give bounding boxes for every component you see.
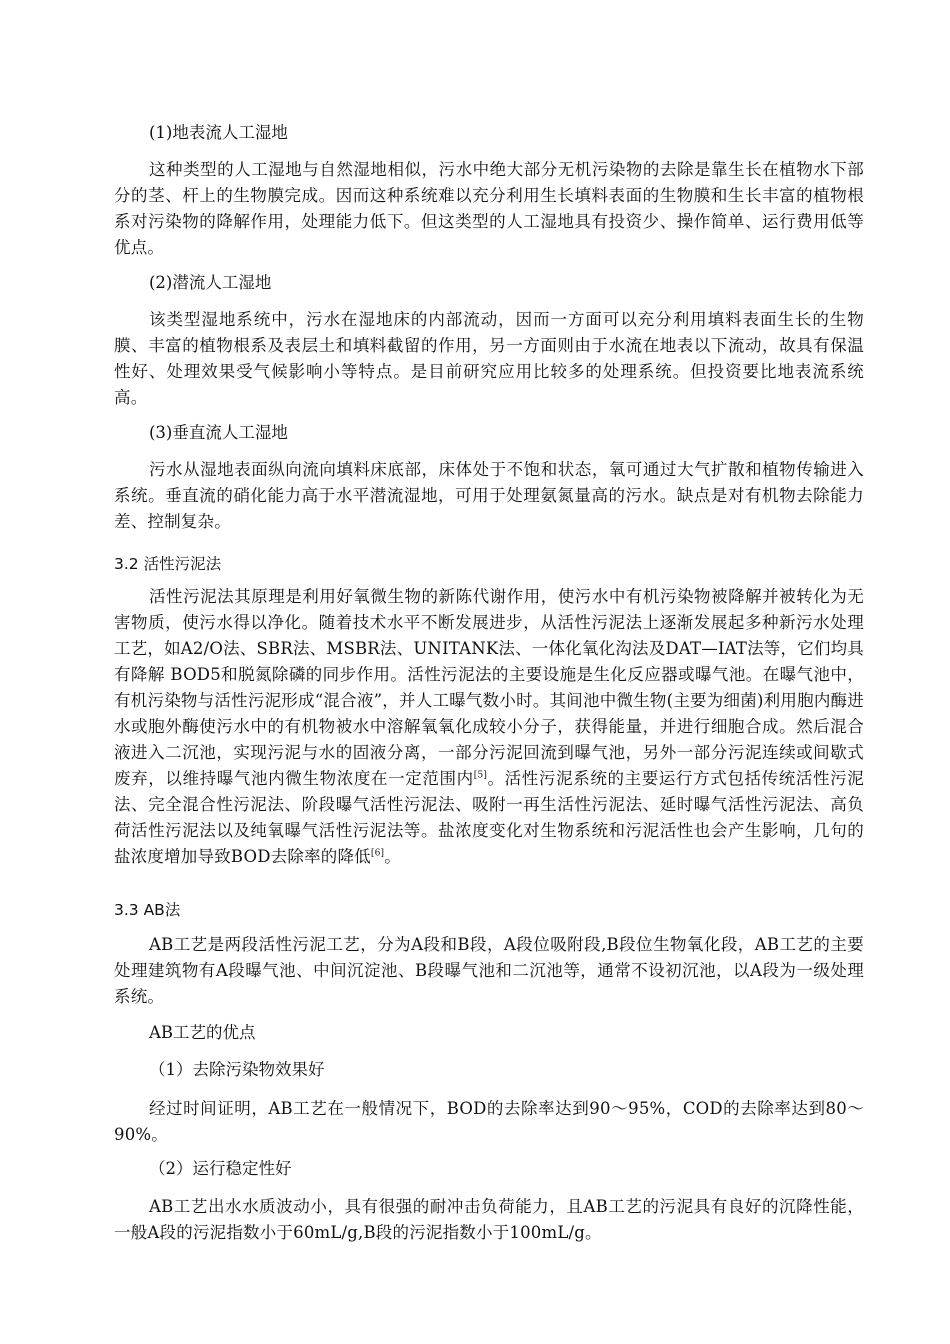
paragraph-activated-sludge — [114, 584, 864, 870]
advantage-1-heading: （1）去除污染物效果好 — [149, 1060, 325, 1079]
advantage-2-heading: （2）运行稳定性好 — [149, 1159, 292, 1178]
citation-6: [6] — [370, 848, 385, 859]
citation-5: [5] — [473, 770, 488, 781]
subsection-heading-subsurface-flow: (2)潜流人工湿地 — [149, 273, 272, 292]
subsection-heading-vertical-flow: (3)垂直流人工湿地 — [149, 423, 288, 442]
activated-sludge-text-a: 活性污泥法其原理是利用好氧微生物的新陈代谢作用，使污水中有机污染物被降解并被转化为无害物质，使污水得以净化。随着技术水平不断发展进步，从活性污泥法上逐渐发展起多种新污水处理工艺，如A2/O法、SBR法、MSBR法、UNITANK法、一体化氧化沟法及DAT—IAT法等，它们均具有降解 BOD5和脱氮除磷的同步作用。活性污泥法的主要设施是生化反应器或曝气池。在曝气池中，有机污染物与活性污泥形成“混合液”，并人工曝气数小时。其间池中微生物(主要为细菌)利用胞内酶进水或胞外酶使污水中的有机物被水中溶解氧氧化成较小分子，获得能量，并进行细胞合成。然后混合液进入二沉池，实现污泥与水的固液分离，一部分污泥回流到曝气池，另外一部分污泥连续或间歇式废弃，以维持曝气池内微生物浓度在一定范围内 — [114, 587, 864, 788]
paragraph-vertical-flow: 污水从湿地表面纵向流向填料床底部，床体处于不饱和状态，氧可通过大气扩散和植物传输进入系统。垂直流的硝化能力高于水平潜流湿地，可用于处理氨氮量高的污水。缺点是对有机物去除能力差、控制复杂。 — [114, 460, 864, 531]
advantage-2-body: AB工艺出水水质波动小，具有很强的耐冲击负荷能力，且AB工艺的污泥具有良好的沉降性能，一般A段的污泥指数小于60mL/g,B段的污泥指数小于100mL/g。 — [114, 1197, 864, 1242]
activated-sludge-text-c: 。 — [384, 847, 401, 866]
paragraph-subsurface-flow: 该类型湿地系统中，污水在湿地床的内部流动，因而一方面可以充分利用填料表面生长的生物膜、丰富的植物根系及表层土和填料截留的作用，另一方面则由于水流在地表以下流动，故具有保温性好、处理效果受气候影响小等特点。是目前研究应用比较多的处理系统。但投资要比地表流系统高。 — [114, 310, 864, 407]
advantage-1-body: 经过时间证明，AB工艺在一般情况下，BOD的去除率达到90～95%，COD的去除率达到80～90%。 — [114, 1099, 864, 1144]
ab-advantages-title: AB工艺的优点 — [149, 1023, 256, 1042]
section-heading-activated-sludge: 3.2 活性污泥法 — [114, 555, 222, 573]
subsection-heading-surface-flow: (1)地表流人工湿地 — [149, 123, 288, 142]
section-heading-ab-process: 3.3 AB法 — [114, 901, 181, 919]
activated-sludge-text-b: 。活性污泥系统的主要运行方式包括传统活性污泥法、完全混合性污泥法、阶段曝气活性污泥法、吸附一再生活性污泥法、延时曝气活性污泥法、高负荷活性污泥法以及纯氧曝气活性污泥法等。盐浓度变化对生物系统和污泥活性也会产生影响，几句的盐浓度增加导致BOD去除率的降低 — [114, 769, 864, 866]
paragraph-surface-flow: 这种类型的人工湿地与自然湿地相似，污水中绝大部分无机污染物的去除是靠生长在植物水下部分的茎、杆上的生物膜完成。因而这种系统难以充分利用生长填料表面的生物膜和生长丰富的植物根系对污染物的降解作用，处理能力低下。但这类型的人工湿地具有投资少、操作简单、运行费用低等优点。 — [114, 160, 864, 257]
paragraph-ab-intro: AB工艺是两段活性污泥工艺，分为A段和B段，A段位吸附段,B段位生物氧化段，AB工艺的主要处理建筑物有A段曝气池、中间沉淀池、B段曝气池和二沉池等，通常不设初沉池，以A段为一级处理系统。 — [114, 935, 864, 1006]
